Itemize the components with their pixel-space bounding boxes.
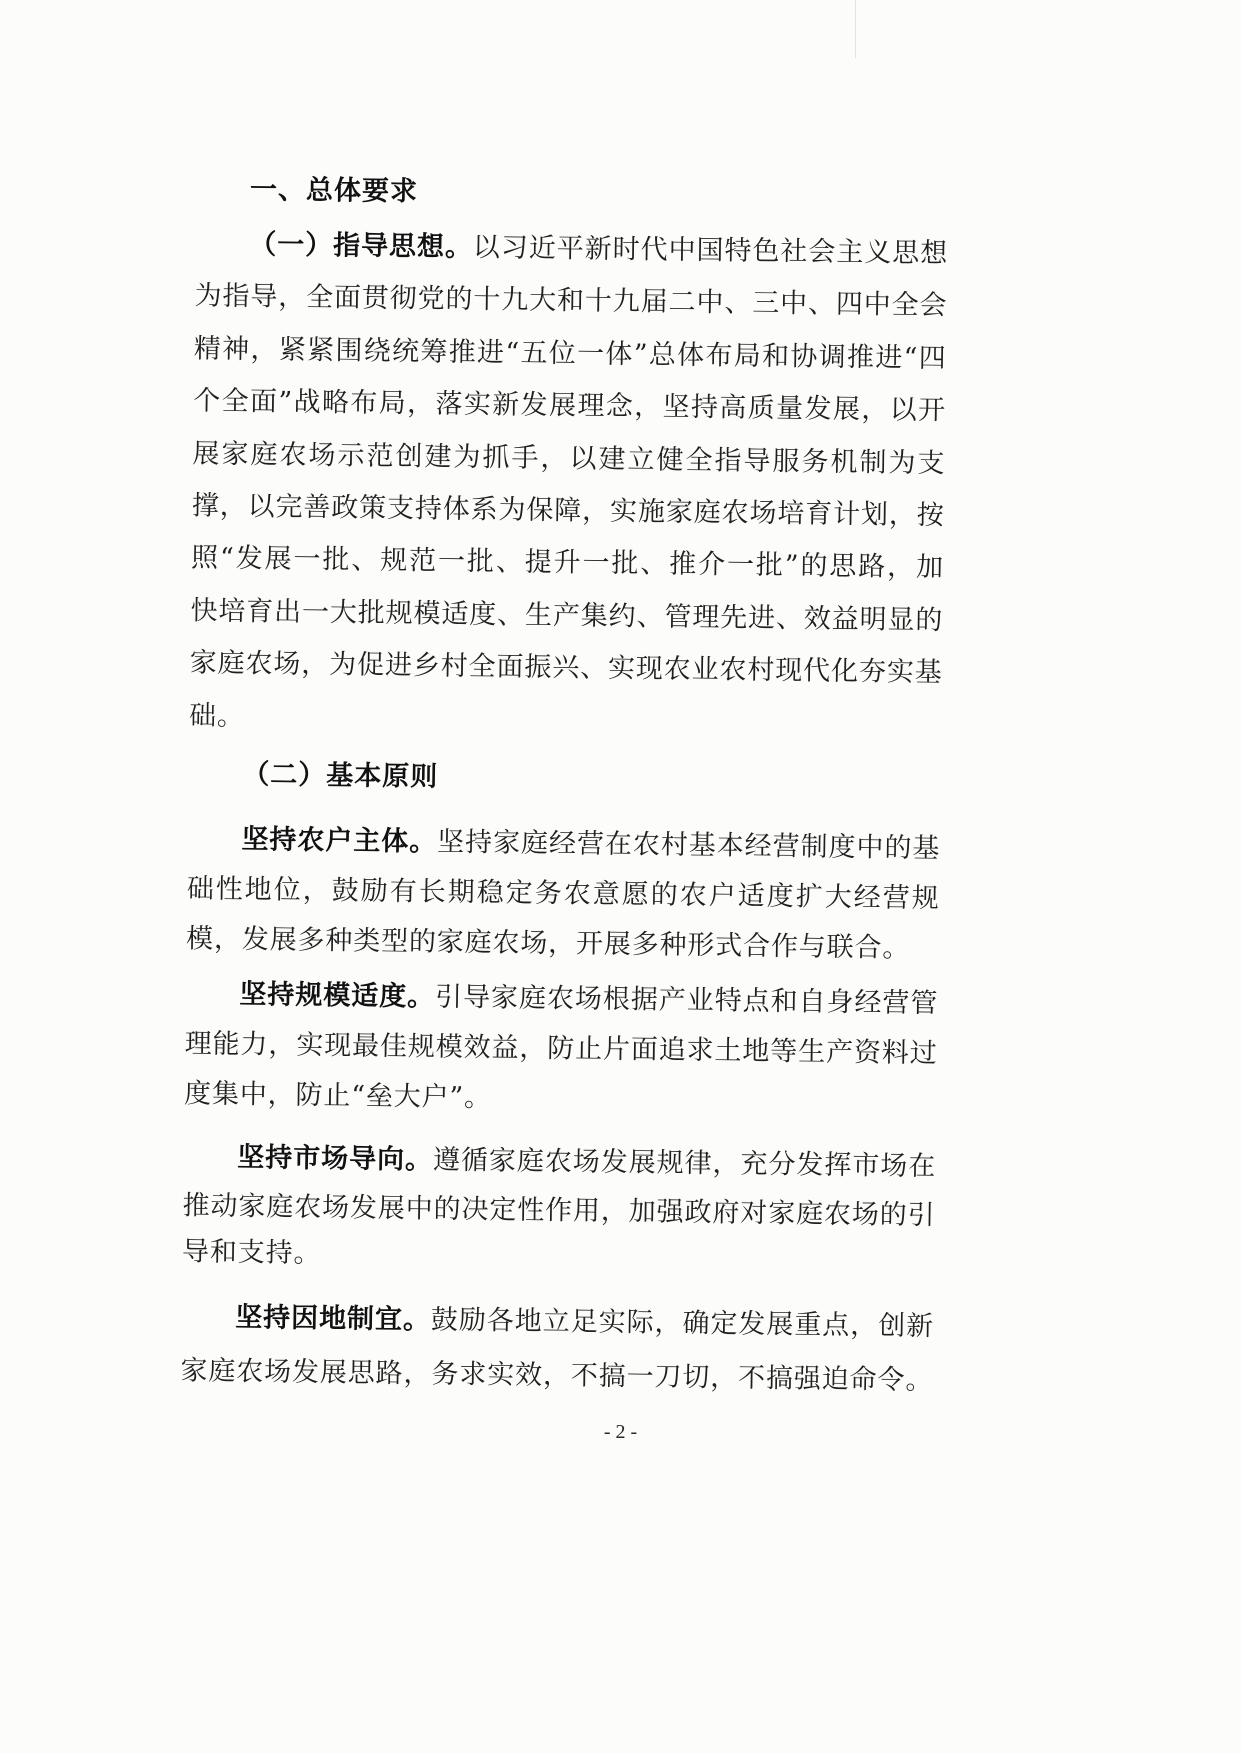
principle-lead: 坚持农户主体。 [241, 824, 438, 858]
page-number: - 2 - [603, 1421, 638, 1443]
paragraph-line: 精神，紧紧围绕统筹推进“五位一体”总体布局和协调推进“四 [193, 333, 947, 375]
paragraph-line: 鼓励各地立足实际，确定发展重点，创新 [430, 1304, 934, 1343]
paragraph-line: 础性地位，鼓励有长期稳定务农意愿的农户适度扩大经营规 [186, 873, 939, 915]
principle-first-line [185, 976, 937, 1022]
principle-lead: 坚持市场导向。 [237, 1142, 434, 1176]
paragraph-line: 模，发展多种类型的家庭农场，开展多种形式合作与联合。 [185, 923, 911, 964]
paragraph-line: 个全面”战略布局，落实新发展理念，坚持高质量发展，以开 [192, 385, 946, 427]
paragraph-line: 为指导，全面贯彻党的十九大和十九届二中、三中、四中全会 [194, 280, 947, 322]
paragraph-line: 家庭农场，为促进乡村全面振兴、实现农业农村现代化夯实基 [189, 647, 942, 689]
principle-first-line [187, 821, 939, 867]
principle-first-line [183, 1139, 935, 1185]
paragraph-line: 理能力，实现最佳规模效益，防止片面追求土地等生产资料过 [184, 1028, 937, 1070]
paragraph-line: 家庭农场发展思路，务求实效，不搞一刀切，不搞强迫命令。 [180, 1355, 933, 1397]
paragraph-line: 快培育出一大批规模适度、生产集约、管理先进、效益明显的 [190, 595, 943, 637]
principle-lead: 坚持规模适度。 [239, 979, 436, 1013]
paragraph-line: 度集中，防止“垒大户”。 [183, 1078, 493, 1114]
paragraph-line: 以习近平新时代中国特色社会主义思想 [472, 232, 948, 270]
paragraph-line: 导和支持。 [181, 1236, 322, 1270]
paragraph-line: 础。 [188, 700, 245, 733]
principle-lead: 坚持因地制宜。 [234, 1302, 432, 1336]
paragraph-line: 展家庭农场示范创建为抓手，以建立健全指导服务机制为支 [192, 438, 945, 480]
paragraph-line: 推动家庭农场发展中的决定性作用，加强政府对家庭农场的引 [182, 1190, 935, 1232]
paragraph-line: 撑，以完善政策支持体系为保障，实施家庭农场培育计划，按 [191, 490, 944, 532]
paragraph-line: 遵循家庭农场发展规律，充分发挥市场在 [432, 1144, 936, 1183]
guiding-thought-lead: （一）指导思想。 [249, 229, 474, 264]
principles-heading: （二）基本原则 [242, 759, 439, 793]
paragraph-line: 坚持家庭经营在农村基本经营制度中的基 [436, 826, 940, 865]
paragraph-line: 引导家庭农场根据产业特点和自身经营管 [434, 981, 938, 1020]
guiding-thought-first-line [195, 226, 947, 272]
paragraph-line: 照“发展一批、规范一批、提升一批、推介一批”的思路，加 [190, 542, 944, 584]
section-heading: 一、总体要求 [249, 174, 419, 208]
principle-first-line [181, 1299, 933, 1345]
